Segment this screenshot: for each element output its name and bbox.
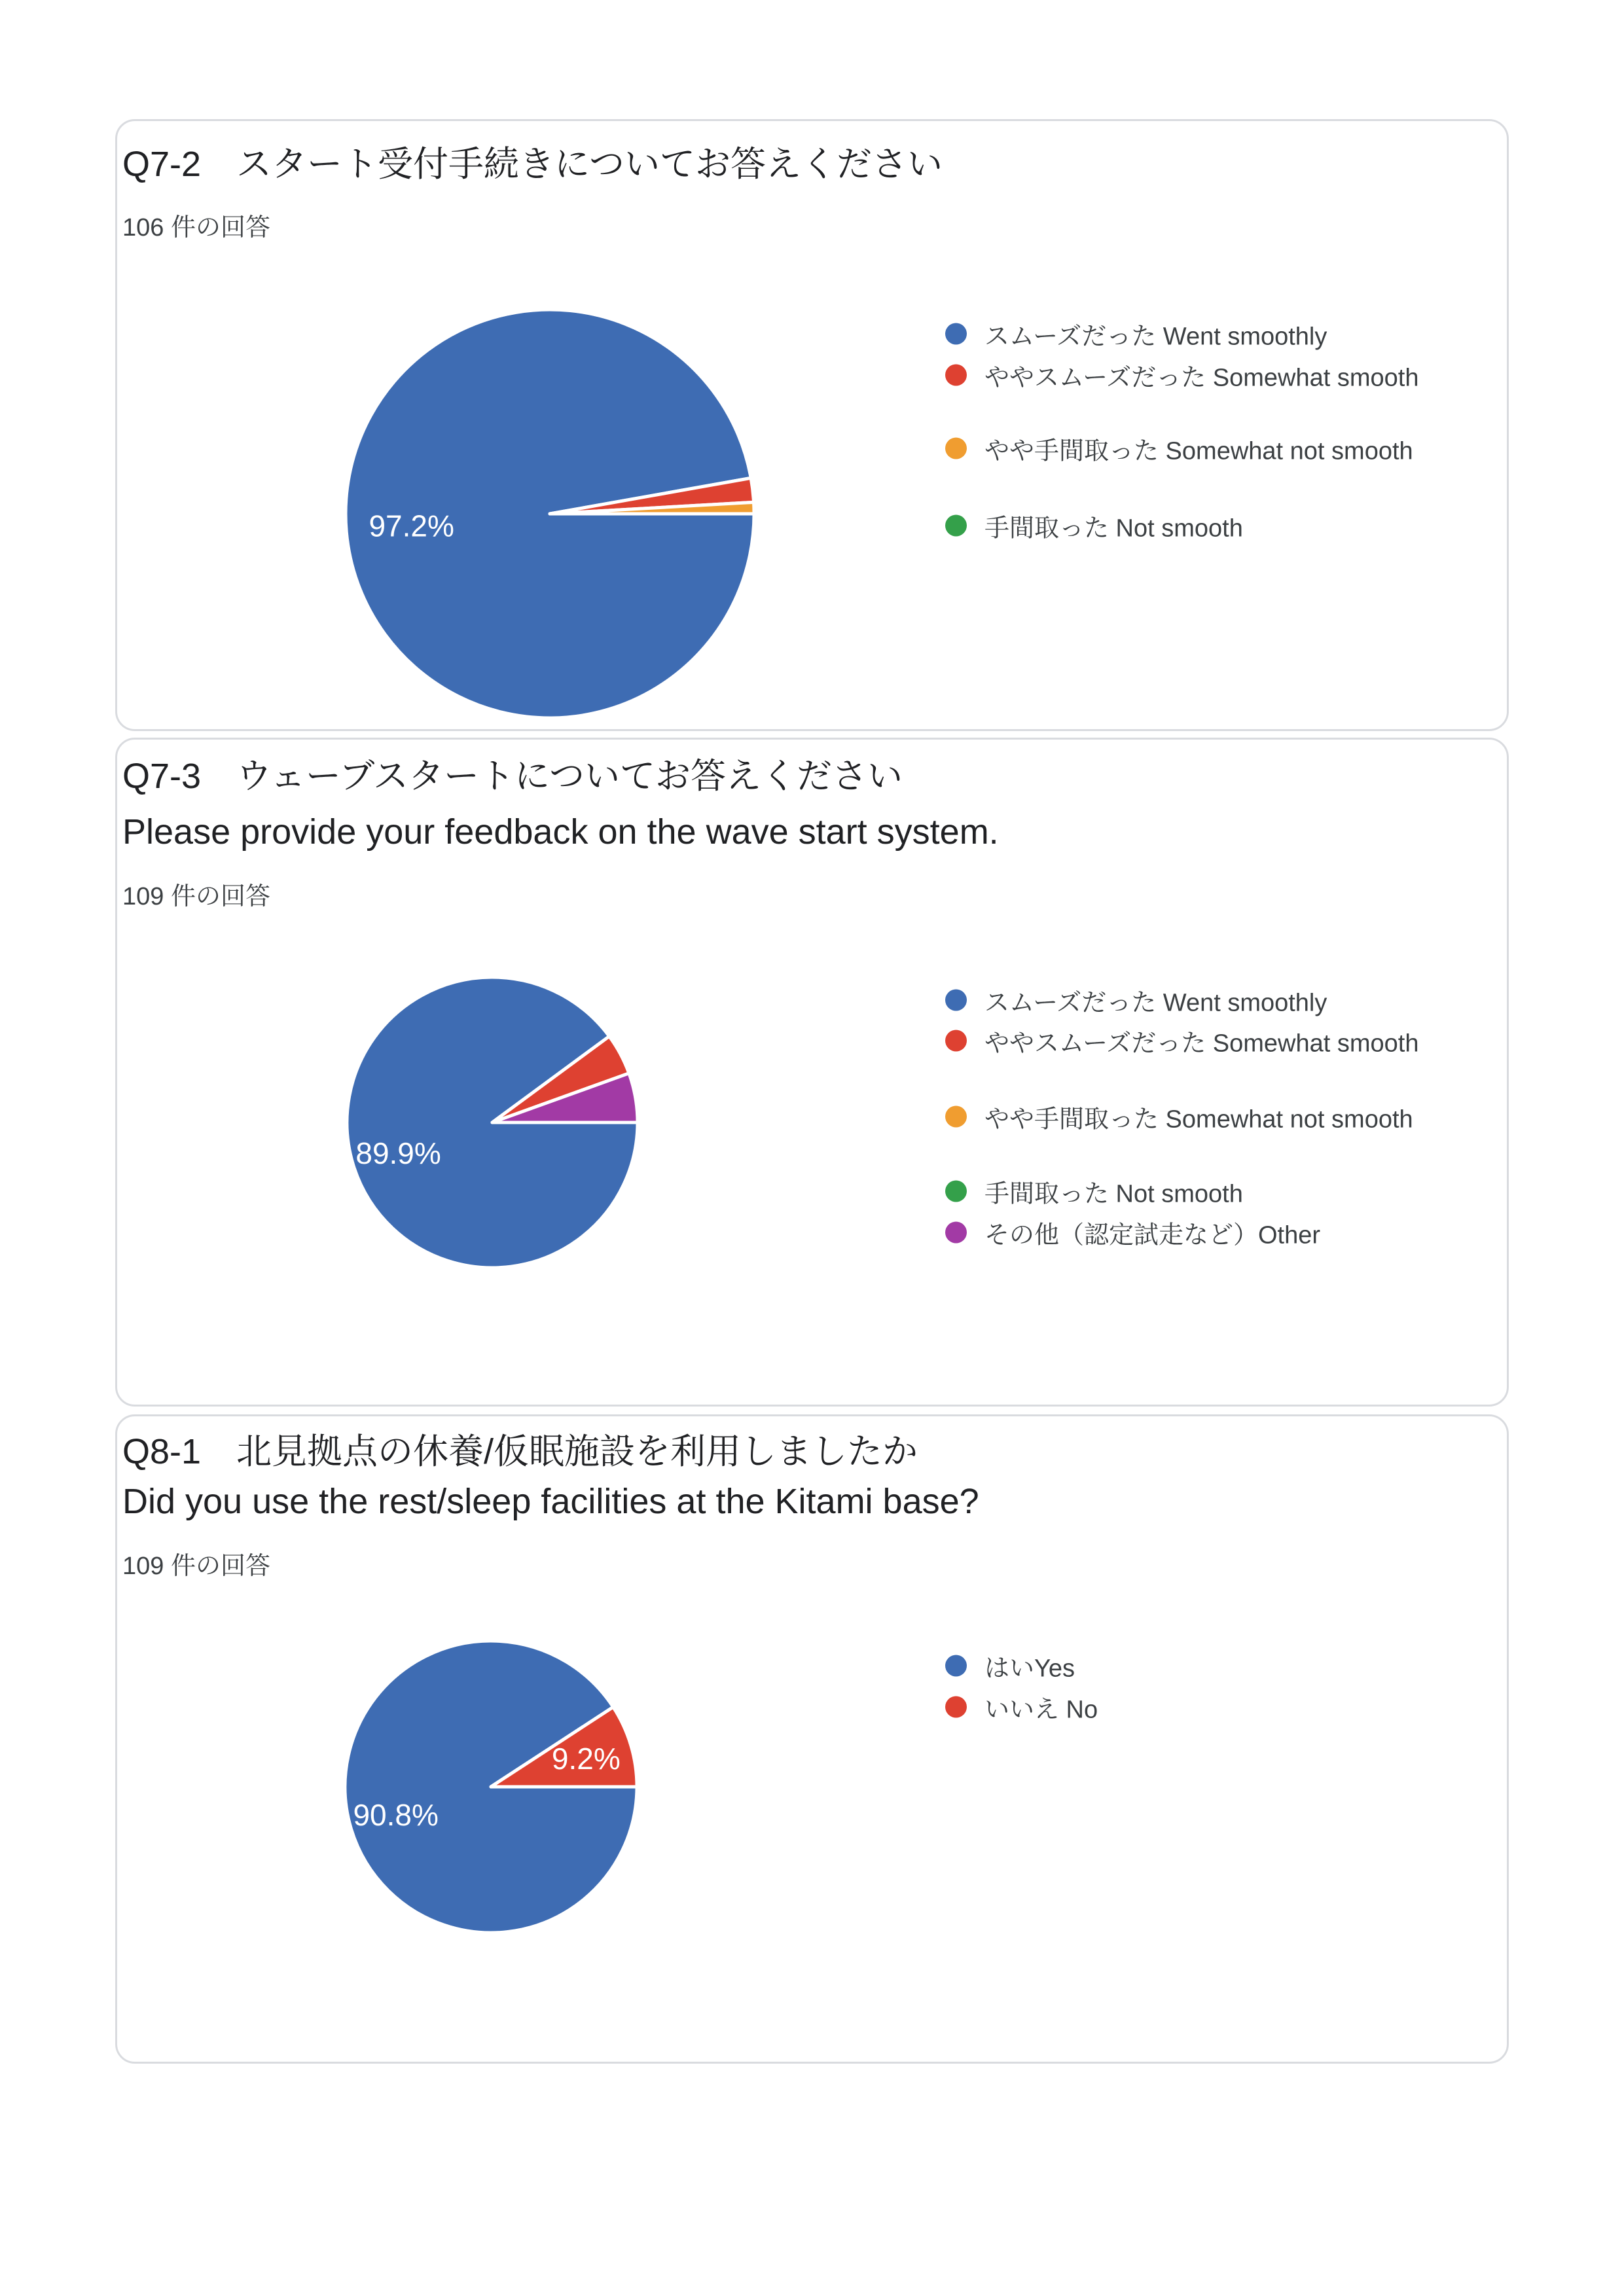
pie-chart-svg bbox=[340, 304, 759, 723]
question-title: Q8-1 北見拠点の休養/仮眠施設を利用しましたか bbox=[122, 1432, 918, 1471]
pie-percentage-label: 9.2% bbox=[551, 1741, 621, 1776]
legend-item-label: やや手間取った Somewhat not smooth bbox=[984, 437, 1413, 465]
legend-item-label: 手間取った Not smooth bbox=[984, 1180, 1243, 1208]
legend-item bbox=[945, 1023, 1418, 1059]
legend-item bbox=[945, 316, 1327, 352]
question-subtitle: Please provide your feedback on the wave start system. bbox=[122, 812, 999, 852]
legend-item bbox=[945, 1689, 1098, 1725]
legend-item bbox=[945, 1099, 1413, 1135]
legend-color-dot-icon bbox=[945, 1696, 967, 1718]
legend-item bbox=[945, 1174, 1243, 1210]
pie-chart-svg bbox=[342, 972, 643, 1273]
legend-item bbox=[945, 1215, 1320, 1251]
question-title: Q7-2 スタート受付手続きについてお答えください bbox=[122, 145, 943, 184]
pie-chart bbox=[340, 1636, 642, 1938]
pie-chart bbox=[342, 972, 643, 1273]
question-card bbox=[115, 738, 1509, 1407]
legend-item-label: スムーズだった Went smoothly bbox=[984, 323, 1327, 351]
legend-color-dot-icon bbox=[945, 1222, 967, 1244]
pie-percentage-label: 90.8% bbox=[353, 1798, 439, 1833]
legend-item-label: やや手間取った Somewhat not smooth bbox=[984, 1105, 1413, 1134]
legend-color-dot-icon bbox=[945, 515, 967, 537]
legend-item-label: ややスムーズだった Somewhat smooth bbox=[984, 1030, 1419, 1058]
chart-legend bbox=[117, 121, 1507, 729]
question-subtitle: Did you use the rest/sleep facilities at the Kitami base? bbox=[122, 1482, 979, 1521]
legend-item-label: いいえ No bbox=[984, 1696, 1098, 1724]
legend-item bbox=[945, 982, 1327, 1018]
legend-color-dot-icon bbox=[945, 1030, 967, 1052]
legend-color-dot-icon bbox=[945, 990, 967, 1011]
legend-item bbox=[945, 508, 1243, 544]
legend-item-label: その他（認定試走など）Other bbox=[984, 1221, 1321, 1249]
question-title: Q7-3 ウェーブスタートについてお答えください bbox=[122, 757, 903, 796]
legend-color-dot-icon bbox=[945, 1655, 967, 1677]
question-card bbox=[115, 1414, 1509, 2064]
response-count: 106 件の回答 bbox=[122, 214, 270, 242]
legend-item-label: はいYes bbox=[984, 1655, 1075, 1683]
legend-item bbox=[945, 357, 1418, 393]
legend-color-dot-icon bbox=[945, 438, 967, 459]
pie-chart bbox=[340, 304, 759, 723]
legend-item bbox=[945, 1648, 1075, 1684]
question-card bbox=[115, 119, 1509, 731]
response-count: 109 件の回答 bbox=[122, 883, 270, 910]
legend-color-dot-icon bbox=[945, 323, 967, 345]
legend-color-dot-icon bbox=[945, 1106, 967, 1128]
legend-color-dot-icon bbox=[945, 1181, 967, 1202]
legend-item-label: 手間取った Not smooth bbox=[984, 514, 1243, 543]
pie-percentage-label: 97.2% bbox=[369, 509, 454, 543]
pie-chart-svg bbox=[340, 1636, 642, 1938]
legend-item bbox=[945, 431, 1413, 467]
legend-item-label: スムーズだった Went smoothly bbox=[984, 989, 1327, 1017]
legend-color-dot-icon bbox=[945, 365, 967, 386]
pie-percentage-label: 89.9% bbox=[355, 1136, 441, 1171]
legend-item-label: ややスムーズだった Somewhat smooth bbox=[984, 364, 1419, 392]
response-count: 109 件の回答 bbox=[122, 1552, 270, 1580]
